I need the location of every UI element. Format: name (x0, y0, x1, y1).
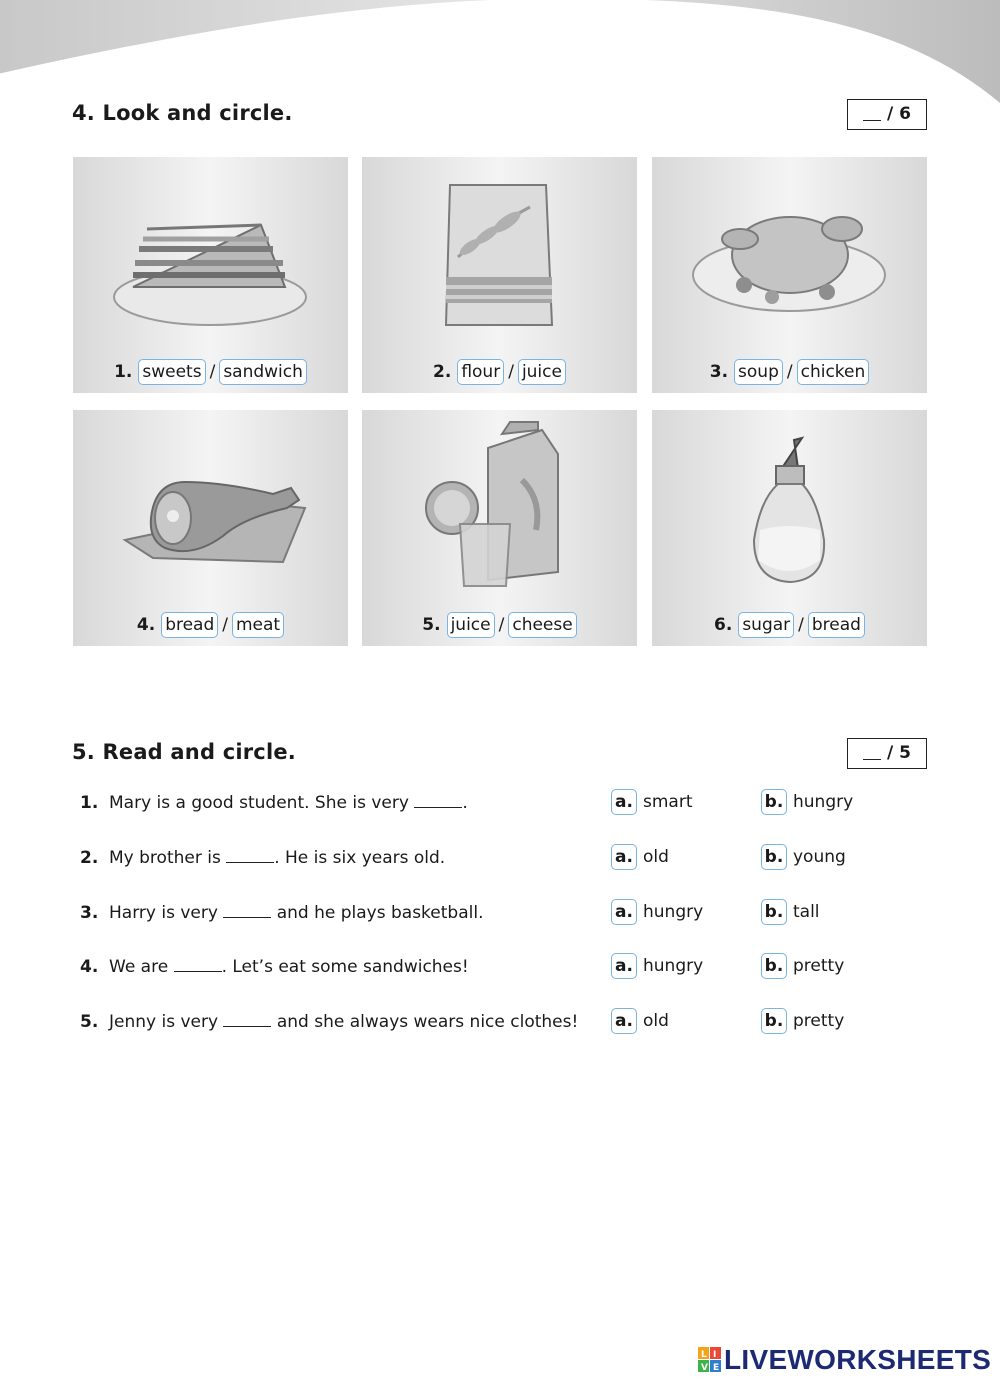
roast-chicken-icon (652, 157, 927, 393)
picture-card-3 (652, 157, 927, 393)
item-number: 5. (422, 615, 441, 635)
choice-a-button[interactable]: a. (611, 953, 637, 979)
header-wave (0, 0, 1000, 110)
answer-blank (223, 903, 271, 918)
picture-card-5 (362, 410, 637, 646)
choice-b-word: hungry (793, 792, 854, 812)
slash-separator: / (508, 362, 514, 382)
sandwich-icon (73, 157, 348, 393)
item-1-caption (73, 359, 348, 385)
choice-a-word: smart (643, 792, 693, 812)
choice-b-word: tall (793, 902, 820, 922)
picture-card-4 (73, 410, 348, 646)
item-4-caption (73, 612, 348, 638)
logo-letter-i: I (713, 1350, 717, 1360)
option-cheese[interactable]: cheese (508, 612, 576, 638)
question-row-1 (80, 789, 940, 817)
item-3-caption (652, 359, 927, 385)
choice-b (761, 1008, 844, 1034)
picture-card-6 (652, 410, 927, 646)
item-6-caption (652, 612, 927, 638)
answer-blank (174, 957, 222, 972)
picture-card-1 (73, 157, 348, 393)
section-5-score-box (847, 738, 927, 769)
question-number: 4. (80, 957, 99, 977)
question-text: Harry is very and he plays basketball. (109, 903, 484, 923)
choice-a-word: hungry (643, 956, 704, 976)
choice-a-word: hungry (643, 902, 704, 922)
score-blank[interactable] (863, 104, 881, 121)
logo-letter-v: V (701, 1363, 708, 1373)
choice-a-button[interactable]: a. (611, 1008, 637, 1034)
slash-separator: / (209, 362, 216, 382)
flour-bag-icon (362, 157, 637, 393)
choice-a (611, 953, 703, 979)
choice-a-button[interactable]: a. (611, 789, 637, 815)
slash-separator: / (786, 362, 793, 382)
option-sandwich[interactable]: sandwich (219, 359, 307, 385)
sugar-dispenser-icon (652, 410, 927, 646)
slash-separator: / (222, 615, 228, 635)
score-blank[interactable] (863, 743, 881, 760)
answer-blank (223, 1012, 271, 1027)
question-text: My brother is . He is six years old. (109, 848, 446, 868)
slash-separator: / (798, 615, 804, 635)
choice-a (611, 844, 669, 870)
section-5-title: 5. Read and circle. (72, 740, 296, 764)
logo-letter-l: L (701, 1350, 707, 1360)
juice-icon (362, 410, 637, 646)
choice-b (761, 953, 844, 979)
choice-a (611, 899, 703, 925)
choice-b-button[interactable]: b. (761, 1008, 787, 1034)
question-row-3 (80, 899, 940, 927)
choice-a-button[interactable]: a. (611, 844, 637, 870)
question-number: 5. (80, 1012, 99, 1032)
question-text: Jenny is very and she always wears nice clothes! (109, 1012, 579, 1032)
answer-blank (226, 848, 274, 863)
option-flour[interactable]: flour (457, 359, 504, 385)
question-row-5 (80, 1008, 940, 1036)
choice-b-button[interactable]: b. (761, 953, 787, 979)
item-number: 4. (136, 615, 156, 635)
question-number: 2. (80, 848, 99, 868)
ham-icon (73, 410, 348, 646)
question-text: Mary is a good student. She is very . (109, 793, 468, 813)
score-total: / 5 (887, 743, 911, 763)
choice-b-word: pretty (793, 1011, 845, 1031)
logo-letter-e: E (713, 1363, 720, 1373)
choice-a-word: old (643, 1011, 669, 1031)
section-4-title: 4. Look and circle. (72, 101, 293, 125)
choice-b (761, 789, 853, 815)
slash-separator: / (498, 615, 505, 635)
option-sweets[interactable]: sweets (138, 359, 205, 385)
logo-text: LIVEWORKSHEETS (724, 1344, 992, 1375)
choice-a-button[interactable]: a. (611, 899, 637, 925)
liveworksheets-logo-icon (698, 1347, 722, 1373)
option-soup[interactable]: soup (734, 359, 783, 385)
choice-b-button[interactable]: b. (761, 789, 787, 815)
option-bread[interactable]: bread (161, 612, 218, 638)
question-number: 3. (80, 903, 99, 923)
choice-b (761, 844, 846, 870)
item-number: 2. (433, 362, 452, 382)
question-number: 1. (80, 793, 99, 813)
answer-blank (414, 793, 462, 808)
item-5-caption (362, 612, 637, 638)
option-sugar[interactable]: sugar (738, 612, 794, 638)
option-chicken[interactable]: chicken (797, 359, 870, 385)
item-number: 3. (709, 362, 729, 382)
option-bread[interactable]: bread (808, 612, 865, 638)
option-juice[interactable]: juice (447, 612, 495, 638)
choice-a-word: old (643, 847, 669, 867)
choice-a (611, 789, 693, 815)
choice-a (611, 1008, 669, 1034)
score-total: / 6 (887, 104, 911, 124)
liveworksheets-logo (698, 1346, 991, 1374)
choice-b (761, 899, 820, 925)
choice-b-button[interactable]: b. (761, 844, 787, 870)
option-meat[interactable]: meat (232, 612, 284, 638)
question-text: We are . Let’s eat some sandwiches! (109, 957, 469, 977)
choice-b-word: pretty (793, 956, 845, 976)
item-number: 6. (714, 615, 733, 635)
picture-card-2 (362, 157, 637, 393)
choice-b-word: young (793, 847, 846, 867)
question-row-2 (80, 844, 940, 872)
item-2-caption (362, 359, 637, 385)
item-number: 1. (114, 362, 133, 382)
choice-b-button[interactable]: b. (761, 899, 787, 925)
section-4-score-box (847, 99, 927, 130)
question-row-4 (80, 953, 940, 981)
option-juice[interactable]: juice (518, 359, 566, 385)
